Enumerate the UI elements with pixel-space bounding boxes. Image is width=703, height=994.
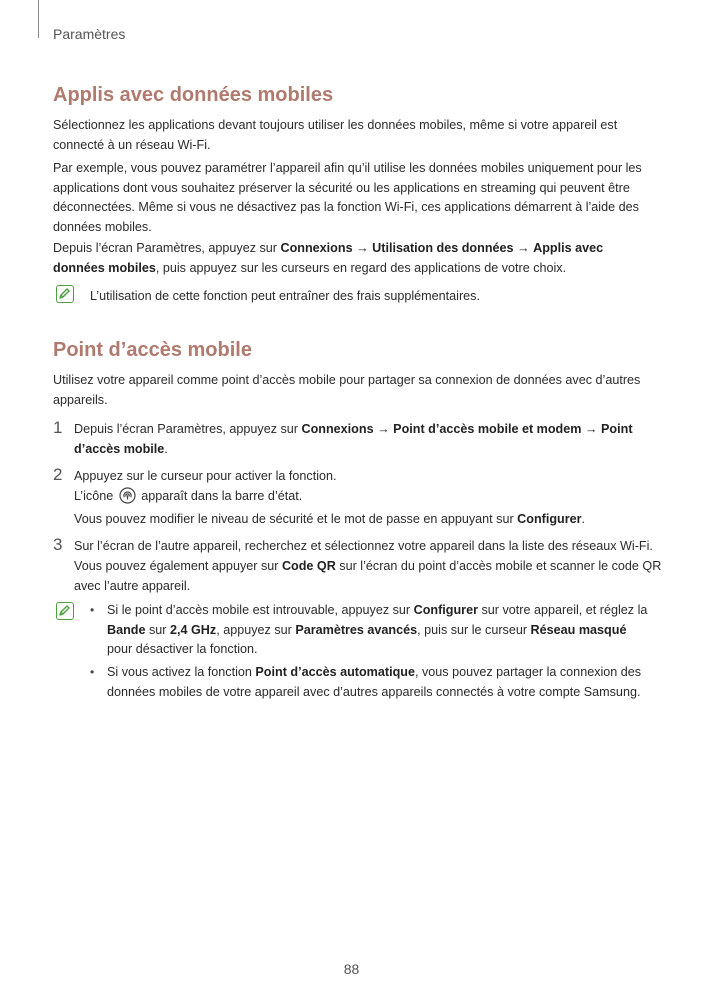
paragraph-hotspot-intro: Utilisez votre appareil comme point d’accès mobile pour partager sa connexion de données avec d’autres appareils. [53,373,641,407]
paragraph-instructions: Depuis l’écran Paramètres, appuyez sur Connexions → Utilisation des données → Applis avec données mobiles, puis appuyez sur les curseurs en regard des applications de votre choix. [53,241,604,275]
hotspot-icon [119,487,136,504]
note-text-charges: L’utilisation de cette fonction peut entraîner des frais supplémentaires. [90,289,480,303]
note-text-auto-hotspot: Si vous activez la fonction Point d’accès automatique, vous pouvez partager la connexion des données mobiles de votre appareil avec d’autres appareils connectés à votre compte Samsung. [107,665,642,699]
bullet-marker: • [90,665,95,679]
step-number: 3 [53,535,63,554]
bullet-marker: • [90,603,95,617]
step-text: Appuyez sur le curseur pour activer la fonction. [74,469,337,483]
section-heading-mobile-data-apps: Applis avec données mobiles [53,84,334,106]
paragraph-example: Par exemple, vous pouvez paramétrer l’appareil afin qu’il utilise les données mobiles uniquement pour les applications dont vous souhaitez préserver la sécurité ou les applications en streaming qui peuvent être déconnectées. Même si vous ne désactivez pas la fonction Wi-Fi, ces applications démarrent à l’aide des données mobiles. [53,161,642,234]
step-text: Depuis l’écran Paramètres, appuyez sur Connexions → Point d’accès mobile et modem → Point d’accès mobile. [74,422,633,456]
page-number: 88 [343,961,360,977]
note-text-hidden-network: Si le point d’accès mobile est introuvable, appuyez sur Configurer sur votre appareil, et réglez la Bande sur 2,4 GHz, appuyez sur Paramètres avancés, puis sur le curseur Réseau masqué pour désactiver la fonction. [107,603,648,656]
pencil-note-icon [56,602,74,620]
step-text-icon-line: L’icône apparaît dans la barre d’état. [74,489,303,503]
step-text: Vous pouvez modifier le niveau de sécurité et le mot de passe en appuyant sur Configurer. [74,512,586,526]
header-divider [38,0,39,38]
step-number: 2 [53,465,63,484]
page-header-title: Paramètres [53,26,126,42]
step-text: Sur l’écran de l’autre appareil, recherchez et sélectionnez votre appareil dans la liste des réseaux Wi-Fi. [74,539,653,553]
step-number: 1 [53,418,63,437]
step-text: Vous pouvez également appuyer sur Code QR sur l’écran du point d’accès mobile et scanner le code QR avec l’autre appareil. [74,559,662,593]
paragraph-intro: Sélectionnez les applications devant toujours utiliser les données mobiles, même si votre appareil est connecté à un réseau Wi-Fi. [53,118,618,152]
pencil-note-icon [56,285,74,303]
section-heading-mobile-hotspot: Point d’accès mobile [53,339,252,361]
